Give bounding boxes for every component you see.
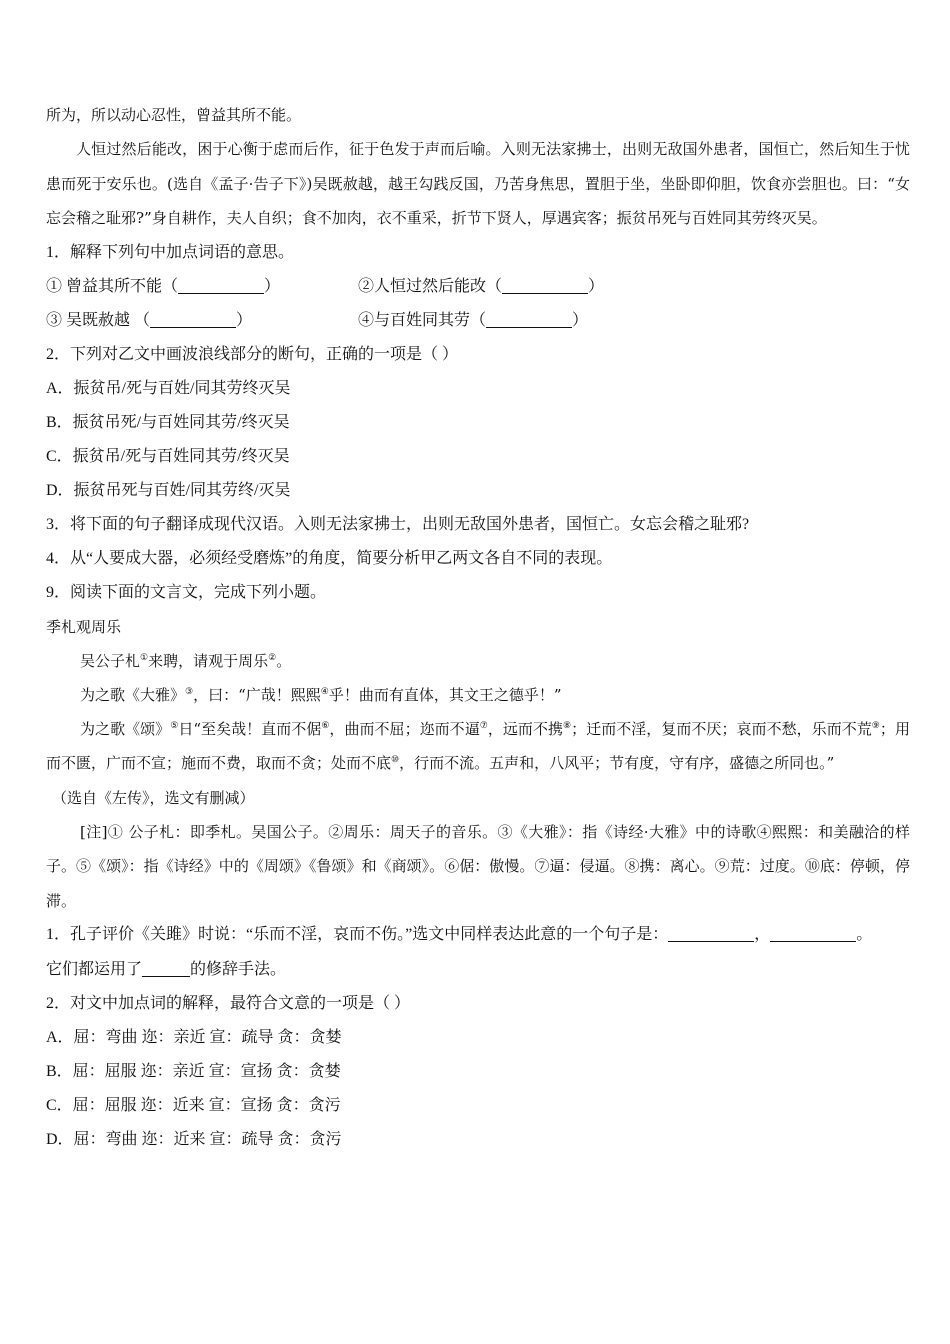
question-1-item-1: ① 曾益其所不能（ ） bbox=[46, 270, 358, 304]
question-4: 4．从“人要成大器，必须经受磨炼”的角度，简要分析甲乙两文各自不同的表现。 bbox=[46, 549, 613, 567]
passage-para-1: 吴公子札①来聘，请观于周乐②。 bbox=[80, 651, 292, 670]
answer-blank[interactable] bbox=[486, 309, 572, 328]
question-9-2-stem: 2．对文中加点词的解释，最符合文意的一项是（ ） bbox=[46, 995, 411, 1012]
answer-blank[interactable] bbox=[770, 923, 856, 942]
question-9-2-option-c: C．屈：屈服 迩：近来 宣：宣扬 贪：贪污 bbox=[46, 1097, 341, 1114]
question-2-option-c: C．振贫吊/死与百姓同其劳/终灭吴 bbox=[46, 447, 290, 465]
question-9-2-option-d: D．屈：弯曲 迩：近来 宣：疏导 贪：贪污 bbox=[46, 1131, 342, 1148]
passage-title: 季札观周乐 bbox=[46, 617, 122, 636]
answer-blank[interactable] bbox=[150, 309, 236, 328]
passage-notes: [注]① 公子札：即季札。吴国公子。②周乐：周天子的音乐。③《大雅》：指《诗经·大雅》中的诗歌④熙熙：和美融洽的样子。⑤《颂》：指《诗经》中的《周颂》《鲁颂》和《商颂》。⑥倨：傲慢。⑦逼：侵逼。⑧携：离心。⑨荒：过度。⑩底：停顿，停滞。 bbox=[46, 822, 910, 910]
passage-para-2: 为之歌《大雅》③，曰：“广哉！熙熙④乎！曲而有直体，其文王之德乎！” bbox=[80, 685, 562, 704]
answer-blank[interactable] bbox=[502, 275, 588, 294]
passage-source: （选自《左传》，选文有删减） bbox=[52, 788, 255, 807]
question-3: 3．将下面的句子翻译成现代汉语。入则无法家拂士，出则无敌国外患者，国恒亡。女忘会稽之耻邪? bbox=[46, 515, 750, 533]
question-9-heading: 9．阅读下面的文言文，完成下列小题。 bbox=[46, 583, 327, 601]
question-1-item-3: ③ 吴既赦越 （ ） bbox=[46, 304, 358, 338]
answer-blank[interactable] bbox=[178, 275, 264, 294]
question-9-2-option-b: B．屈：屈服 迩：亲近 宣：宣扬 贪：贪婪 bbox=[46, 1063, 341, 1080]
question-1-row-2 bbox=[46, 304, 910, 338]
question-9-2-option-a: A．屈：弯曲 迩：亲近 宣：疏导 贪：贪婪 bbox=[46, 1029, 342, 1046]
question-2-option-a: A．振贫吊/死与百姓/同其劳终灭吴 bbox=[46, 379, 291, 397]
answer-blank[interactable] bbox=[668, 923, 754, 942]
question-2-option-b: B．振贫吊死/与百姓同其劳/终灭吴 bbox=[46, 413, 290, 431]
question-1-stem: 1．解释下列句中加点词语的意思。 bbox=[46, 243, 295, 261]
passage-b-paragraph: 人恒过然后能改，困于心衡于虑而后作，征于色发于声而后喻。入则无法家拂士，出则无敌国外患者，国恒亡，然后知生于忧患而死于安乐也。(选自《孟子·告子下》)吴既赦越，越王勾践反国，乃苦身焦思，置胆于坐，坐卧即仰胆，饮食亦尝胆也。曰：“女忘会稽之耻邪?”身自耕作，夫人自织；食不加肉，衣不重采，折节下贤人，厚遇宾客；振贫吊死与百姓同其劳终灭吴。 bbox=[46, 140, 910, 227]
question-1-item-4: ④与百姓同其劳（ ） bbox=[358, 304, 588, 338]
passage-para-3: 为之歌《颂》⑤日“至矣哉！直而不倨⑥，曲而不屈；迩而不逼⑦，远而不携⑧；迁而不淫，复而不厌；哀而不愁，乐而不荒⑨；用而不匮，广而不宣；施而不费，取而不贪；处而不底⑩，行而不流。五声和，八风平；节有度，守有序，盛德之所同也。” bbox=[46, 719, 910, 772]
question-2-stem: 2．下列对乙文中画波浪线部分的断句，正确的一项是（ ） bbox=[46, 345, 459, 363]
question-9-1: 1．孔子评价《关雎》时说：“乐而不淫，哀而不伤。”选文中同样表达此意的一个句子是： ， 。 它们都运用了 的修辞手法。 bbox=[46, 918, 910, 987]
question-2-option-d: D．振贫吊死与百姓/同其劳终/灭吴 bbox=[46, 481, 291, 499]
question-1-row-1 bbox=[46, 270, 910, 304]
question-1-item-2: ②人恒过然后能改（ ） bbox=[358, 270, 604, 304]
answer-blank[interactable] bbox=[142, 958, 190, 977]
passage-b-tail: 所为，所以动心忍性，曾益其所不能。 bbox=[46, 106, 302, 124]
